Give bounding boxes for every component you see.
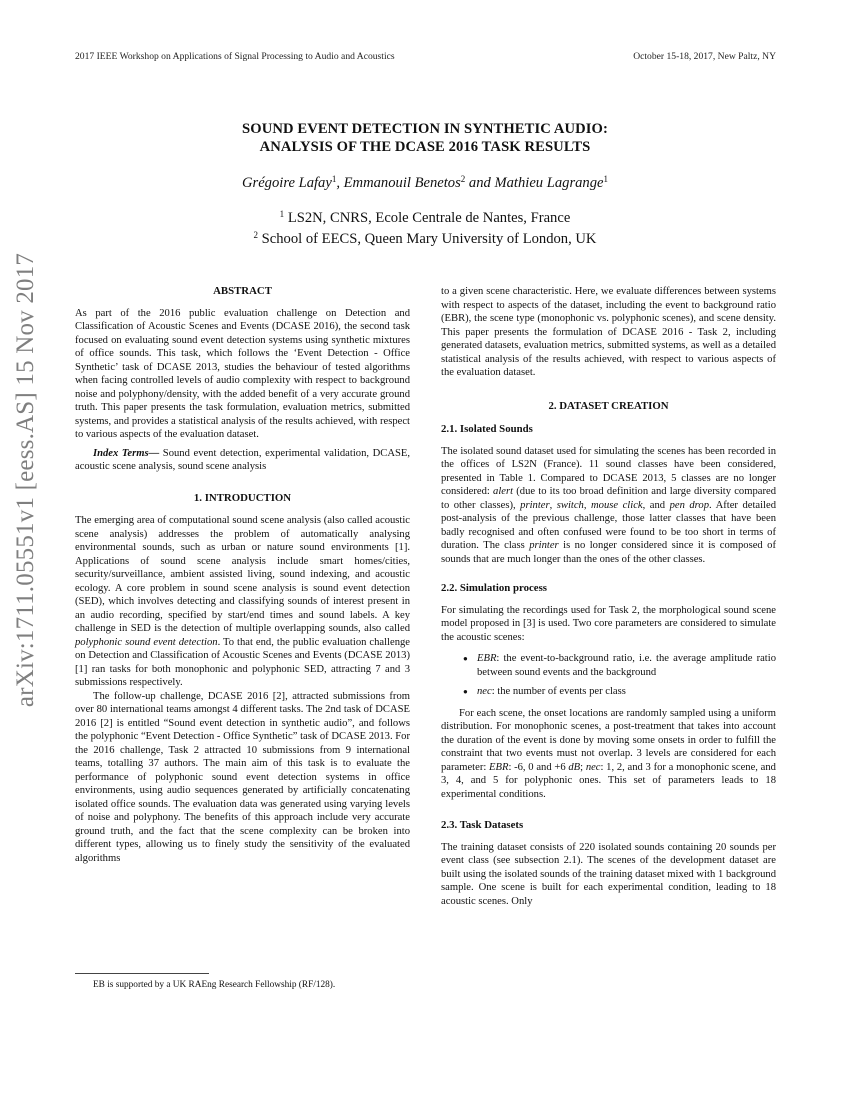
list-item-text: : the event-to-background ratio, i.e. the average amplitude ratio between sound events and the background [477, 653, 776, 678]
index-terms-text: Sound event detection, experimental validation, DCASE, acoustic scene analysis, sound scene analysis [75, 447, 410, 472]
intro-paragraph-1 [75, 514, 410, 690]
affiliation-1 [100, 209, 750, 227]
author-name: Mathieu Lagrange [494, 175, 604, 191]
footnote-rule [75, 973, 209, 974]
affiliation-marker: 2 [253, 230, 259, 240]
index-terms-label: Index Terms— [93, 447, 160, 459]
simulation-process-heading: 2.2. Simulation process [441, 582, 547, 594]
affiliation-2 [100, 230, 750, 248]
math-variable: EBR [489, 761, 509, 773]
author-list [100, 174, 750, 192]
isolated-sounds-heading: 2.1. Isolated Sounds [441, 423, 533, 435]
title-line-1: SOUND EVENT DETECTION IN SYNTHETIC AUDIO: [242, 121, 608, 137]
body-text: is no longer considered since it is composed of sounds that are much longer than the ones of the other classes. [441, 540, 776, 565]
paper-title [100, 120, 750, 156]
author-name: Grégoire Lafay [241, 175, 332, 191]
intro-emphasis: polyphonic sound event detection [75, 636, 218, 648]
running-header-left: 2017 IEEE Workshop on Applications of Signal Processing to Audio and Acoustics [75, 51, 395, 62]
math-variable: dB [568, 761, 581, 773]
body-text: . After detailed post-analysis of the previous challenge, those latter classes that have been badly recognised and often confused were found to be too short in terms of duration. The class [441, 499, 776, 551]
simulation-paragraph-1: For simulating the recordings used for Task 2, the morphological sound scene model proposed in [3] is used. Two core parameters are considered to simulate the acoustic scenes: [441, 604, 776, 643]
list-item [463, 685, 776, 699]
title-line-2: ANALYSIS OF THE DCASE 2016 TASK RESULTS [259, 139, 591, 155]
affiliation-text: LS2N, CNRS, Ecole Centrale de Nantes, France [284, 210, 571, 226]
task-datasets-paragraph: The training dataset consists of 220 isolated sounds containing 20 sounds per event class (see subsection 2.1). The scenes of the development dataset are built using the isolated sounds of the training dataset mixed with 1 background sample. One scene is built for each experimental condition, leading to 18 acoustic scenes. Only [441, 841, 776, 907]
body-text: , and [642, 499, 670, 511]
arxiv-stamp [6, 252, 46, 708]
intro-continuation: to a given scene characteristic. Here, we evaluate differences between systems with respect to aspects of the dataset, including the event to background ratio (EBR), the scene type (monophonic vs. polyphonic scenes), and scene density. This paper presents the formulation of DCASE 2016 - Task 2, including generated datasets, evaluation metrics, submitted systems, as well as a detailed statistical analysis of the results achieved, with respect to various aspects of the evaluation dataset. [441, 286, 776, 378]
body-text: , [583, 499, 592, 511]
abstract-heading: ABSTRACT [213, 285, 272, 297]
index-terms [75, 447, 410, 474]
class-name: switch [556, 499, 584, 511]
affiliation-marker: 1 [603, 174, 609, 184]
isolated-sounds-paragraph [441, 445, 776, 567]
running-header-right: October 15-18, 2017, New Paltz, NY [633, 51, 776, 62]
body-text: ; [580, 761, 586, 773]
intro-text: . To that end, the public evaluation challenge on Detection and Classification of Acoustic Scenes and Events (DCASE 2013) [1] ran tasks for both monophonic and polyphonic SED, attracting 7 and 3 submissions respectively. [75, 636, 410, 688]
arxiv-identifier: arXiv:1711.05551v1 [eess.AS] 15 Nov 2017 [12, 252, 39, 708]
footnote: EB is supported by a UK RAEng Research Fellowship (RF/128). [93, 980, 336, 990]
author-separator: , [336, 175, 344, 191]
intro-paragraph-2: The follow-up challenge, DCASE 2016 [2], attracted submissions from over 80 international teams amongst 4 different tasks. The 2nd task of DCASE 2016 [2] is entitled “Sound event detection in synthetic audio”, and follows the polyphonic “Event Detection - Office Synthetic” task of DCASE 2013. For the 2016 challenge, Task 2 attracted 10 submissions from 9 international teams, totalling 37 authors. The main aim of this task is to evaluate the performance of polyphonic sound event detection systems in office environments, using audio sequences generated by artificially concatenating isolated office sounds. The evaluation data was generated using varying levels of noise and polyphony. The benefits of this approach include very accurate ground truth, and the fact that the scene complexity can be broken into different types, allowing us to finely study the sensitivity of the evaluated algorithms [75, 690, 410, 864]
author-name: Emmanouil Benetos [343, 175, 461, 191]
affiliation-marker: 2 [460, 174, 466, 184]
class-name: pen drop [669, 499, 710, 511]
class-name: printer [520, 499, 550, 511]
class-name: alert [493, 486, 514, 497]
body-text: : 1, 2, and 3 for a monophonic scene, and 3, 4, and 5 for polyphonic ones. This set of parameters leads to 18 experimental conditions. [441, 761, 776, 800]
list-item-text: : the number of events per class [491, 686, 626, 697]
body-text: The isolated sound dataset used for simulating the scenes has been recorded in the offices of LS2N (France). 11 sound classes have been considered, presented in Table 1. Compared to DCASE 2013, 5 classes are no longer considered: [441, 445, 776, 497]
class-name: mouse click [591, 499, 643, 511]
body-text: For each scene, the onset locations are randomly sampled using a uniform distribution. For monophonic scenes, a post-treatment that takes into account the duration of the event is done by moving some onsets in order to fulfill the constraint that two events must not overlap. 3 levels are considered for each parameter: [441, 707, 776, 773]
list-item [463, 652, 776, 679]
class-name: printer [529, 540, 559, 551]
left-column [75, 285, 410, 865]
introduction-heading: 1. INTRODUCTION [193, 491, 292, 504]
math-variable: nec [477, 686, 492, 697]
body-text: : -6, 0 and +6 [508, 761, 569, 773]
task-datasets-heading: 2.3. Task Datasets [441, 819, 524, 831]
body-text: , [549, 499, 557, 511]
abstract-text: As part of the 2016 public evaluation challenge on Detection and Classification of Acoustic Scenes and Events (DCASE 2016), the second task focused on evaluating sound event detection systems using synthetic mixtures of office sounds. This task, which follows the ‘Event Detection - Office Synthetic’ task of DCASE 2013, studies the behaviour of tested algorithms when facing controlled levels of audio complexity with respect to background noise and polyphony/density, with the added benefit of a very accurate ground truth. This paper presents the task formulation, evaluation metrics, submitted systems, and provides a statistical analysis of the results achieved, with respect to various aspects of the evaluation dataset. [75, 307, 410, 440]
simulation-paragraph-2 [441, 707, 776, 802]
body-text: (due to its too broad definition and large diversity compared to other classes), [441, 486, 776, 511]
parameter-list [441, 652, 776, 699]
dataset-creation-heading: 2. DATASET CREATION [548, 399, 669, 412]
author-separator: and [465, 175, 495, 191]
affiliation-marker: 1 [279, 209, 285, 219]
math-variable: EBR [477, 653, 497, 664]
affiliation-text: School of EECS, Queen Mary University of London, UK [258, 231, 597, 247]
intro-text: The emerging area of computational sound scene analysis (also called acoustic scene analysis) addresses the problem of automatically analysing environmental sounds, such as urban or nature sound environments [1]. Applications of sound scene analysis include smart homes/cities, security/surveillance, ambient assisted living, sound indexing, and acoustic ecology. A core problem in sound scene analysis is sound event detection (SED), which involves detecting and classifying sounds of interest present in an audio recording, specified by start/end times and sound labels. A key challenge in SED is the detection of multiple overlapping sounds, also called [75, 515, 410, 634]
right-column [441, 285, 776, 908]
affiliation-marker: 1 [331, 174, 337, 184]
math-variable: nec [585, 761, 601, 773]
